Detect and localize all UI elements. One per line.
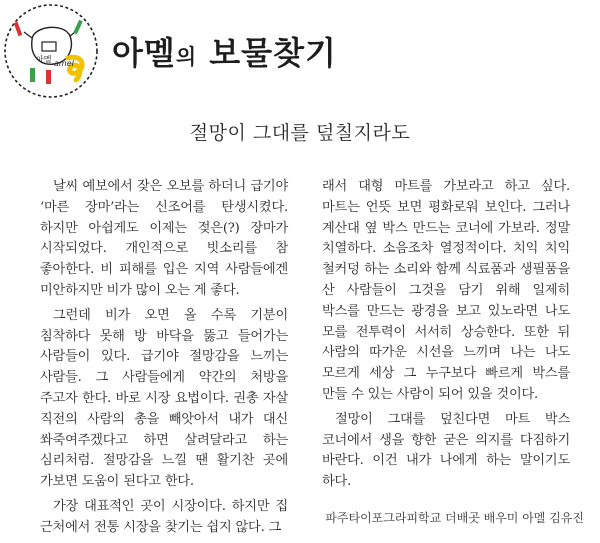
column-title-name: 아멜	[112, 34, 176, 72]
column-title-rest: 보물찾기	[209, 34, 337, 72]
paragraph: 날씨 예보에서 잦은 오보를 하더니 급기야 ‘마른 장마’라는 신조어를 탄생시켰다. 하지만 아쉽게도 이제는 젖은(?) 장마가 시작되었다. 개인적으로 빗소리를 참 좋아한다. 비 피해를 입은 지역 사람들에겐 미안하지만 비가 많이 오는 게 좋다.	[40, 179, 288, 298]
author-byline: 파주타이포그라피학교 더배곳 배우미 아멜 김유진	[325, 511, 584, 525]
paragraph: 절망이 그대를 덮친다면 마트 박스 코너에서 생을 향한 굳은 의지를 다짐하기 바란다. 이건 내가 나에게 하는 말이기도 하다.	[322, 411, 570, 490]
paragraph: 그런데 비가 오면 올 수록 기분이 침착하다 못해 방 바닥을 뚫고 들어가는 사람들이 있다. 급기야 절망감을 느끼는 사람들. 그 사람들에게 약간의 처방을 주고자 한다. 바로 시장 요법이다. 권총 자살 직전의 사람의 총을 빼앗아서 내가 대신 쏴죽여주겠다고 하면 살려달라고 하는 심리처럼. 절망감을 느낄 땐 활기찬 곳에 가보면 도움이 된다고 한다.	[40, 307, 288, 490]
column-title-particle: 의	[175, 45, 198, 69]
article-title: 절망이 그대를 덮칠지라도	[189, 122, 411, 144]
paragraph: 가장 대표적인 곳이 시장이다. 하지만 집 근처에서 전통 시장을 찾기는 쉽지 않다. 그	[40, 498, 288, 535]
logo-text-bottom: amel	[54, 59, 74, 68]
article-column-right	[322, 177, 570, 497]
logo-text-top: 아멜	[36, 55, 52, 64]
paragraph: 래서 대형 마트를 가보라고 하고 싶다. 마트는 언뜻 보면 평화로워 보인다. 그러나 계산대 옆 박스 만드는 코너에 가보라. 정말 치열하다. 소음조차 열정적이다. 치익 치익 철커덩 하는 소리와 함께 식료품과 생필품을 산 사람들이 그것을 담기 위해 일제히 박스를 만드는 광경을 보고 있노라면 나도 모를 전투력이 서서히 상승한다. 또한 뒤 사람의 따가운 시선을 느끼며 나는 나도 모르게 세상 그 누구보다 빠르게 박스를 만들 수 있는 사람이 되어 있을 것이다.	[322, 179, 570, 402]
column-header	[0, 0, 600, 108]
article-column-left	[40, 177, 288, 543]
column-title	[112, 28, 337, 74]
column-logo-icon	[2, 2, 100, 100]
